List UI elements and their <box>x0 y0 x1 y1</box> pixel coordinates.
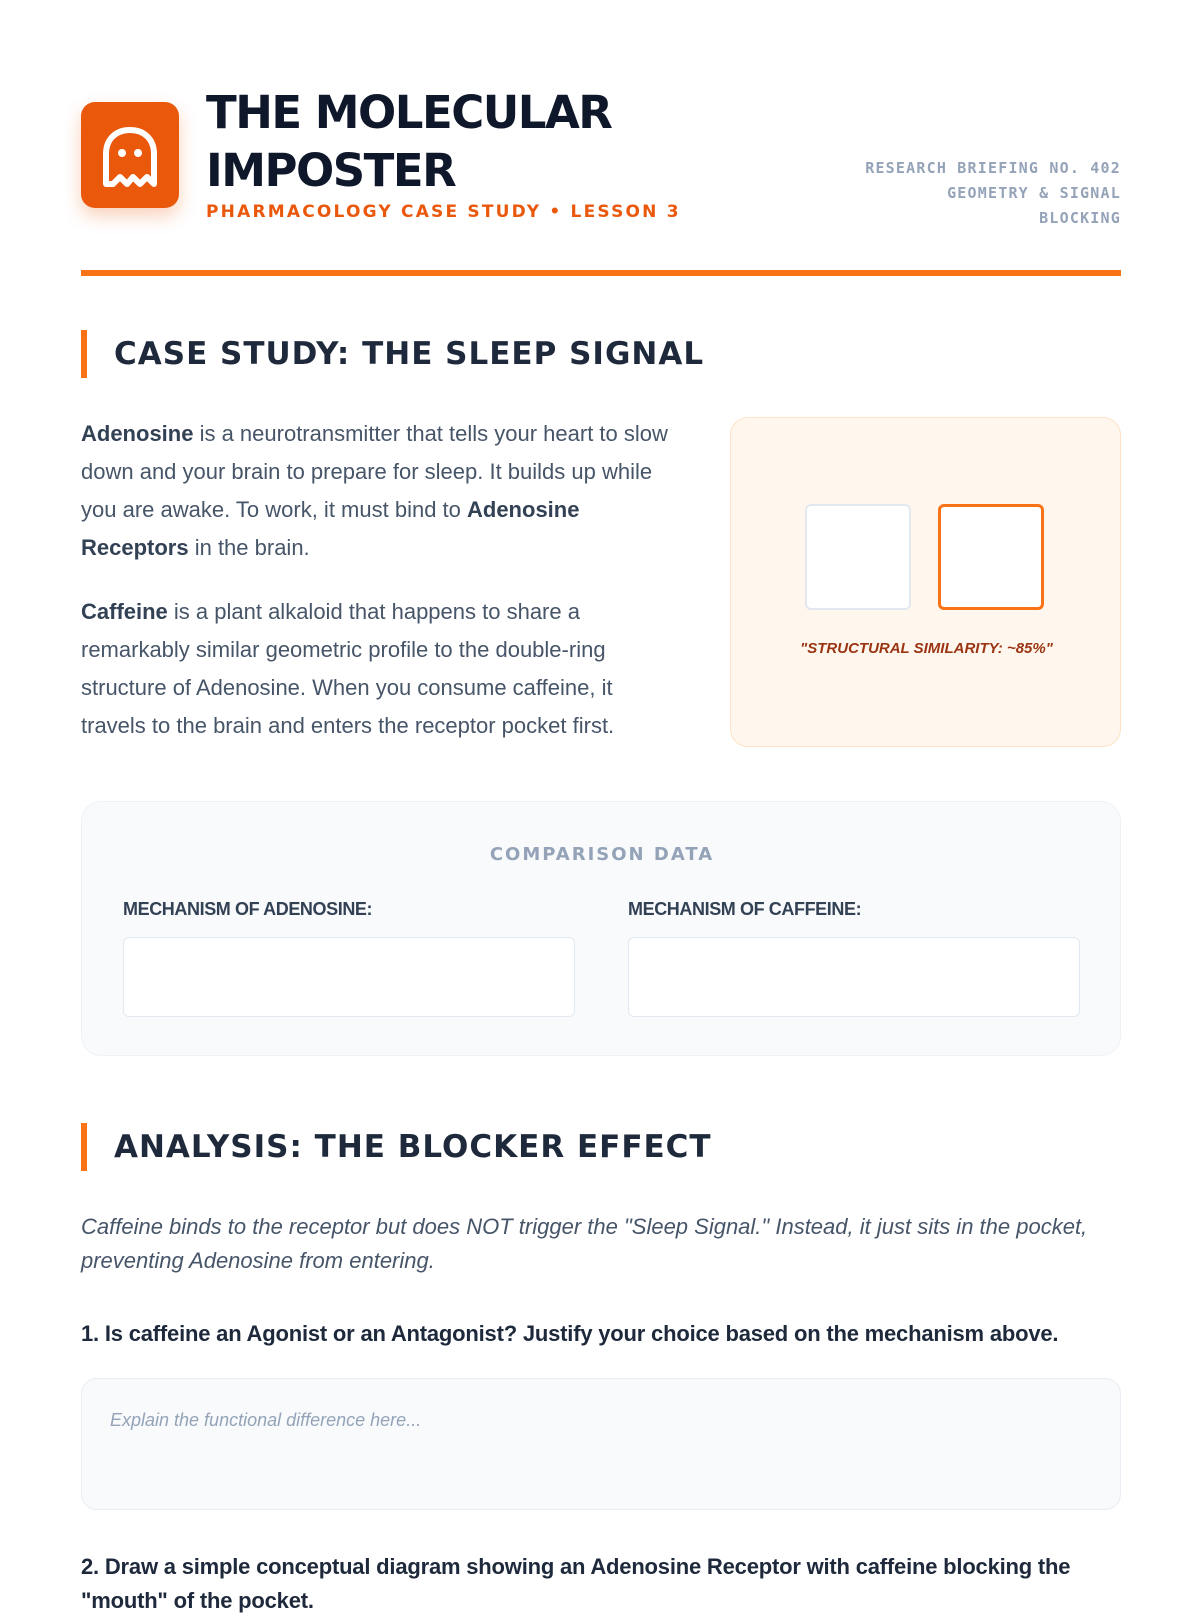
meta-line-3: BLOCKING <box>1039 209 1121 227</box>
worksheet-page <box>81 0 1121 1613</box>
page-header <box>81 84 1121 234</box>
question-1: 1. Is caffeine an Agonist or an Antagonist? Justify your choice based on the mechanism above. <box>81 1321 1059 1346</box>
header-divider <box>81 270 1121 276</box>
question-1-answer-input[interactable] <box>110 1405 1090 1435</box>
meta-line-1: RESEARCH BRIEFING NO. 402 <box>865 159 1121 177</box>
paragraph-caffeine <box>81 593 681 745</box>
case-study-title: CASE STUDY: THE SLEEP SIGNAL <box>114 336 705 372</box>
caffeine-mechanism-field[interactable] <box>628 937 1080 1017</box>
title-block <box>206 84 766 222</box>
term-adenosine-receptors: Adenosine Receptors <box>81 497 580 560</box>
comparison-title: COMPARISON DATA <box>489 844 715 865</box>
question-2: 2. Draw a simple conceptual diagram showing an Adenosine Receptor with caffeine blocking the "mouth" of the pocket. <box>81 1554 1071 1613</box>
heading-accent-bar <box>81 330 87 378</box>
ghost-icon <box>102 126 158 188</box>
meta-line-2: GEOMETRY & SIGNAL <box>947 184 1121 202</box>
similarity-caption: "STRUCTURAL SIMILARITY: ~85%" <box>800 640 1053 657</box>
analysis-note: Caffeine binds to the receptor but does NOT trigger the "Sleep Signal." Instead, it just sits in the pocket, preventing Adenosine from entering. <box>81 1214 1088 1273</box>
term-adenosine: Adenosine <box>81 421 194 446</box>
question-1-answer-box[interactable] <box>81 1378 1121 1510</box>
case-study-heading <box>81 330 1121 378</box>
page-title-line1: THE MOLECULAR <box>206 86 612 139</box>
adenosine-structure-box <box>805 504 911 610</box>
app-logo <box>81 102 179 208</box>
adenosine-mechanism-label: MECHANISM OF ADENOSINE: <box>123 899 373 919</box>
paragraph-text: in the brain. <box>188 535 310 560</box>
caffeine-mechanism-label: MECHANISM OF CAFFEINE: <box>628 899 862 919</box>
page-subtitle: PHARMACOLOGY CASE STUDY • LESSON 3 <box>206 202 681 222</box>
paragraph-text: is a plant alkaloid that happens to share a remarkably similar geometric profile to the double-ring structure of Adenosine. When you consume caffeine, it travels to the brain and enters the receptor pocket first. <box>81 599 615 738</box>
page-title-line2: IMPOSTER <box>206 144 456 197</box>
paragraph-adenosine <box>81 415 681 567</box>
caffeine-structure-box <box>938 504 1044 610</box>
briefing-meta <box>821 156 1121 231</box>
analysis-title: ANALYSIS: THE BLOCKER EFFECT <box>114 1129 712 1165</box>
adenosine-mechanism-field[interactable] <box>123 937 575 1017</box>
comparison-panel <box>81 801 1121 1056</box>
case-study-text <box>81 415 681 771</box>
structure-figure <box>730 417 1121 747</box>
term-caffeine: Caffeine <box>81 599 168 624</box>
heading-accent-bar <box>81 1123 87 1171</box>
analysis-heading <box>81 1123 1121 1171</box>
paragraph-text: is a neurotransmitter that tells your heart to slow down and your brain to prepare for sleep. It builds up while you are awake. To work, it must bind to <box>81 421 668 522</box>
